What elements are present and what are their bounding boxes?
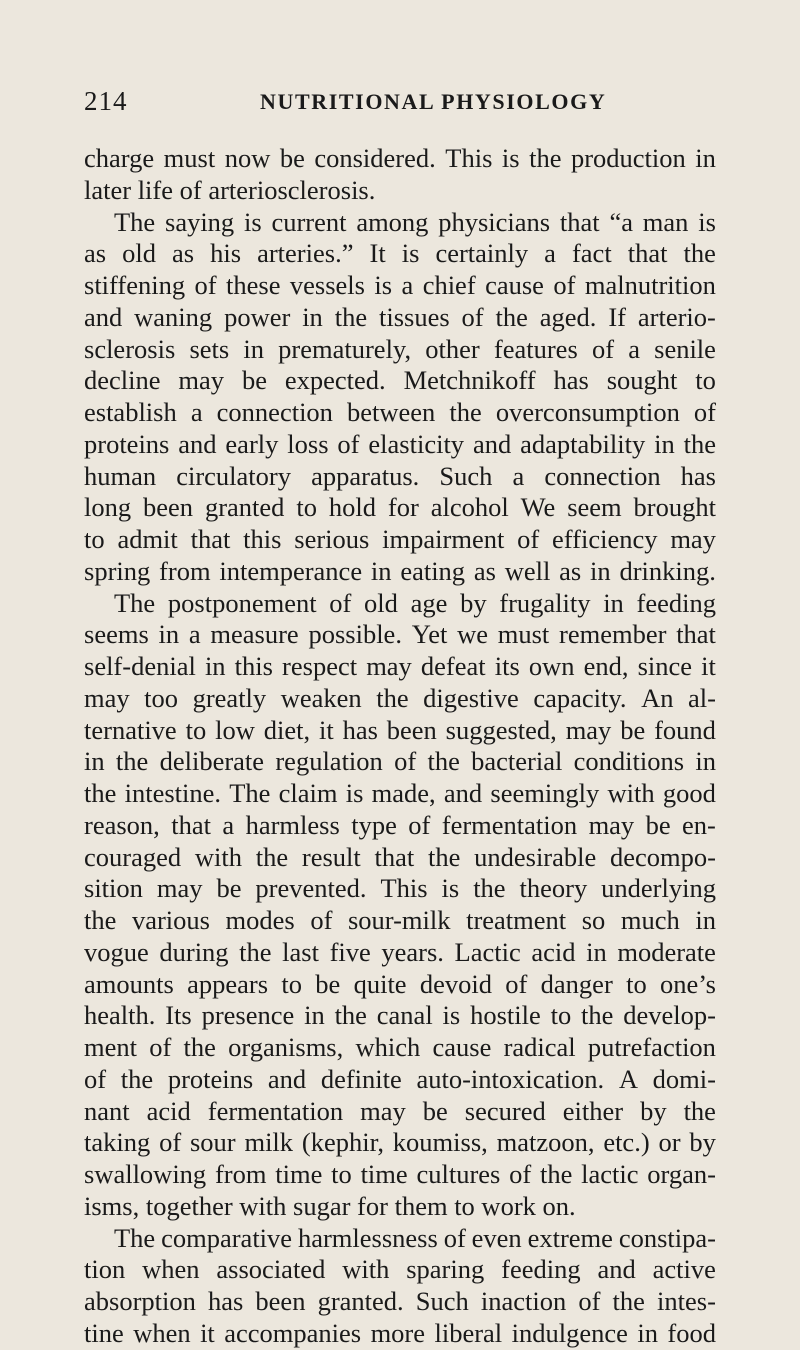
- text-line: decline may be expected. Metchnikoff has sought to: [84, 365, 716, 396]
- text-line: nant acid fermentation may be secured either by the: [84, 1095, 716, 1126]
- text-line: seems in a measure possible. Yet we must remember that: [84, 619, 716, 650]
- text-line: The saying is current among physicians that “a man is: [114, 206, 716, 237]
- text-line: taking of sour milk (kephir, koumiss, matzoon, etc.) or by: [84, 1127, 716, 1158]
- text-line: self-denial in this respect may defeat its own end, since it: [84, 651, 716, 681]
- text-line: sclerosis sets in prematurely, other features of a senile: [84, 333, 716, 364]
- text-line: long been granted to hold for alcohol We seem brought: [84, 492, 716, 523]
- text-line: tion when associated with sparing feeding and active: [84, 1254, 716, 1285]
- text-line: later life of arteriosclerosis.: [84, 174, 376, 205]
- text-line: absorption has been granted. Such inaction of the intes-: [84, 1286, 716, 1316]
- page-number: 214: [84, 86, 128, 116]
- text-line: in the deliberate regulation of the bacterial conditions in: [84, 746, 716, 777]
- text-line: of the proteins and definite auto-intoxication. A domi-: [84, 1063, 716, 1094]
- text-line: establish a connection between the overconsumption of: [84, 397, 716, 427]
- text-line: tine when it accompanies more liberal indulgence in food: [84, 1317, 716, 1348]
- body-text: [84, 143, 716, 1350]
- text-line: and waning power in the tissues of the aged. If arterio-: [84, 301, 716, 332]
- text-line: ternative to low diet, it has been suggested, may be found: [84, 714, 716, 745]
- text-line: reason, that a harmless type of fermentation may be en-: [84, 809, 716, 840]
- running-title: NUTRITIONAL PHYSIOLOGY: [260, 89, 607, 114]
- text-line: as old as his arteries.” It is certainly a fact that the: [84, 238, 716, 269]
- text-line: the intestine. The claim is made, and seemingly with good: [84, 778, 716, 808]
- text-line: The comparative harmlessness of even extreme constipa-: [114, 1222, 716, 1253]
- running-head: [84, 86, 714, 120]
- text-line: proteins and early loss of elasticity and adaptability in the: [84, 428, 716, 459]
- text-line: stiffening of these vessels is a chief cause of malnutrition: [84, 270, 716, 300]
- text-line: The postponement of old age by frugality in feeding: [114, 587, 716, 618]
- text-line: sition may be prevented. This is the theory underlying: [84, 873, 716, 904]
- text-line: health. Its presence in the canal is hostile to the develop-: [84, 1000, 716, 1031]
- text-line: charge must now be considered. This is the production in: [84, 143, 716, 173]
- text-line: spring from intemperance in eating as well as in drinking.: [84, 555, 716, 586]
- text-line: ment of the organisms, which cause radical putrefaction: [84, 1032, 716, 1062]
- text-line: amounts appears to be quite devoid of danger to one’s: [84, 968, 716, 999]
- text-line: couraged with the result that the undesirable decompo-: [84, 841, 716, 872]
- text-line: the various modes of sour-milk treatment so much in: [84, 905, 716, 935]
- text-line: swallowing from time to time cultures of the lactic organ-: [84, 1159, 716, 1189]
- text-line: to admit that this serious impairment of efficiency may: [84, 524, 716, 554]
- text-line: vogue during the last five years. Lactic acid in moderate: [84, 936, 716, 967]
- text-line: may too greatly weaken the digestive capacity. An al-: [84, 682, 716, 713]
- text-line: human circulatory apparatus. Such a connection has: [84, 460, 716, 491]
- text-line: isms, together with sugar for them to work on.: [84, 1190, 576, 1221]
